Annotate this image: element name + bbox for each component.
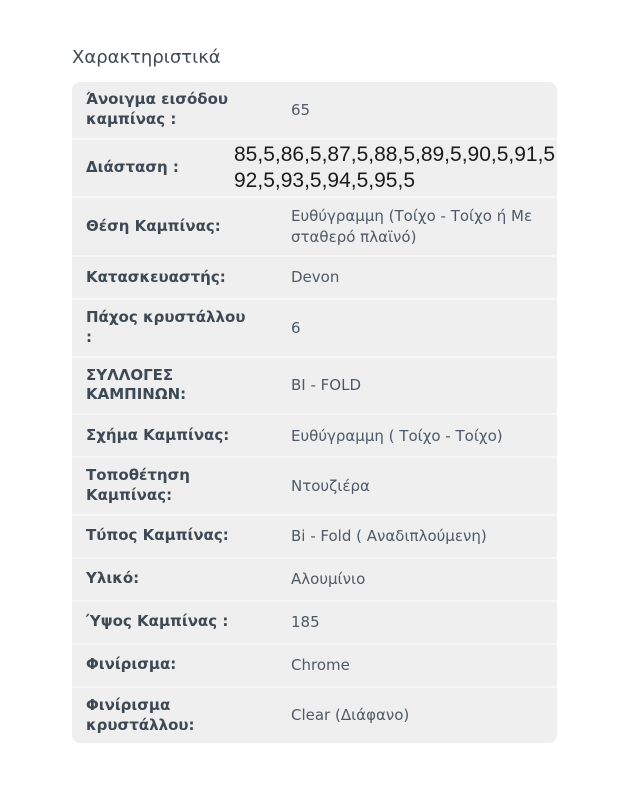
spec-row: [72, 356, 557, 414]
spec-row: [72, 413, 557, 456]
spec-value: Bi - Fold ( Αναδιπλούμενη): [291, 527, 487, 546]
spec-row: [72, 138, 557, 197]
spec-label: Κατασκευαστής:: [86, 267, 226, 286]
spec-value: Devon: [291, 268, 340, 287]
spec-value: Ντουζιέρα: [291, 476, 370, 495]
spec-row: [72, 298, 557, 356]
spec-label: Ύψος Καμπίνας :: [86, 612, 229, 631]
spec-label: Τύπος Καμπίνας:: [86, 526, 229, 545]
spec-value: Clear (Διάφανο): [291, 706, 410, 725]
spec-label: Διάσταση :: [86, 158, 179, 177]
spec-value-emphasized: 85,5,86,5,87,5,88,5,89,5,90,5,91,5 92,5,93,5,94,5,95,5: [234, 142, 556, 193]
spec-value: 6: [291, 318, 301, 337]
spec-label: Σχήμα Καμπίνας:: [86, 425, 230, 444]
characteristics-table: [72, 82, 557, 743]
spec-row: [72, 196, 557, 255]
spec-value: BI - FOLD: [291, 376, 362, 395]
spec-row: [72, 686, 557, 744]
spec-row: [72, 557, 557, 600]
spec-label: Πάχος κρυστάλλου :: [86, 307, 246, 346]
spec-value: Ευθύγραμμη ( Τοίχο - Τοίχο): [291, 426, 503, 445]
spec-value: Chrome: [291, 656, 350, 675]
spec-row: [72, 82, 557, 138]
spec-row: [72, 600, 557, 643]
spec-row: [72, 643, 557, 686]
characteristics-section-title: Χαρακτηριστικά: [72, 47, 221, 68]
spec-row: [72, 456, 557, 514]
spec-label: Θέση Καμπίνας:: [86, 216, 221, 235]
spec-value: Αλουμίνιο: [291, 570, 366, 589]
spec-row: [72, 255, 557, 298]
spec-row: [72, 514, 557, 557]
spec-label: Υλικό:: [86, 569, 140, 588]
spec-label: Φινίρισμα κρυστάλλου:: [86, 695, 195, 734]
spec-label: Φινίρισμα:: [86, 655, 177, 674]
spec-label: ΣΥΛΛΟΓΕΣ ΚΑΜΠΙΝΩΝ:: [86, 365, 187, 404]
spec-label: Τοποθέτηση Καμπίνας:: [86, 466, 190, 504]
spec-value: Ευθύγραμμη (Τοίχο - Τοίχο ή Με σταθερό πλαϊνό): [291, 207, 533, 246]
spec-label: Άνοιγμα εισόδου καμπίνας :: [86, 90, 229, 129]
spec-value: 65: [291, 101, 311, 120]
spec-value: 185: [291, 613, 320, 632]
